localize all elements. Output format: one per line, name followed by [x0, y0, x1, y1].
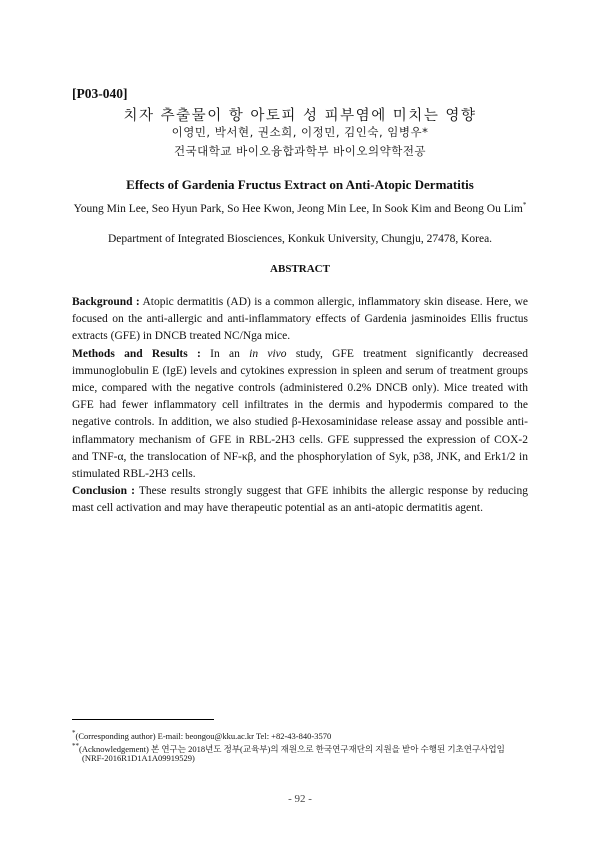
abstract-code: [P03-040] — [72, 86, 128, 101]
english-authors-text: Young Min Lee, Seo Hyun Park, So Hee Kwon, Jeong Min Lee, In Sook Kim and Beong Ou Lim — [73, 202, 523, 215]
footnote-mark-2: ** — [72, 742, 79, 750]
methods-text-2: study, GFE treatment significantly decreased immunoglobulin E (IgE) levels and cytokines expression in spleen and serum of treatment groups mice, compared with the negative controls (administered 0.2% DNCB only). Mice treated with GFE had fewer inflammatory cell infiltrates in the dermis and hypodermis compared to the negative controls. In addition, we also studied β-Hexosaminidase release assay and possible anti-inflammatory mechanism of GFE in RBL-2H3 cells. GFE suppressed the expression of COX-2 and TNF-α, the translocation of NF-κβ, and the phosphorylation of Syk, p38, JNK, and Erk1/2 in stimulated RBL-2H3 cells. — [72, 347, 528, 481]
footnote-grant: (NRF-2016R1D1A1A09919529) — [82, 753, 195, 763]
methods-italic: in vivo — [249, 347, 287, 360]
english-affiliation: Department of Integrated Biosciences, Konkuk University, Chungju, 27478, Korea. — [107, 233, 493, 245]
footnote-ack-text: (Acknowledgement) 본 연구는 2018년도 정부(교육부)의 재원으로 한국연구재단의 지원을 받아 수행된 기초연구사업임 — [79, 743, 505, 754]
background-text: Atopic dermatitis (AD) is a common allergic, inflammatory skin disease. Here, we focused on the anti-allergic and anti-inflammatory effects of Gardenia jasminoides Ellis fructus extracts (GFE) in DNCB treated NC/Nga mice. — [72, 296, 528, 343]
conclusion-paragraph — [72, 483, 528, 517]
abstract-heading: ABSTRACT — [270, 263, 330, 275]
conclusion-text: These results strongly suggest that GFE inhibits the allergic response by reducing mast cell activation and may have therapeutic potential as an anti-atopic dermatitis agent. — [72, 485, 528, 515]
methods-text-1: In an — [200, 347, 250, 360]
korean-authors: 이영민, 박서현, 권소희, 이정민, 김인숙, 임병우* — [171, 125, 429, 139]
footnote-mark-1: * — [72, 729, 76, 737]
footnote-rule — [72, 719, 214, 720]
abstract-body — [72, 294, 528, 518]
page-number: - 92 - — [288, 793, 312, 805]
methods-label: Methods and Results : — [72, 347, 201, 360]
korean-title: 치자 추출물이 항 아토피 성 피부염에 미치는 영향 — [123, 108, 477, 124]
conclusion-label: Conclusion : — [72, 485, 135, 498]
methods-paragraph — [72, 346, 528, 484]
korean-affiliation: 건국대학교 바이오융합과학부 바이오의약학전공 — [173, 144, 427, 158]
corresponding-mark: * — [522, 201, 527, 209]
background-label: Background : — [72, 296, 140, 308]
background-paragraph — [72, 294, 528, 346]
footnote-corresponding-text: (Corresponding author) E-mail: beongou@kku.ac.kr Tel: +82-43-840-3570 — [75, 730, 332, 741]
english-title: Effects of Gardenia Fructus Extract on Anti-Atopic Dermatitis — [126, 177, 474, 192]
english-authors — [72, 197, 528, 218]
